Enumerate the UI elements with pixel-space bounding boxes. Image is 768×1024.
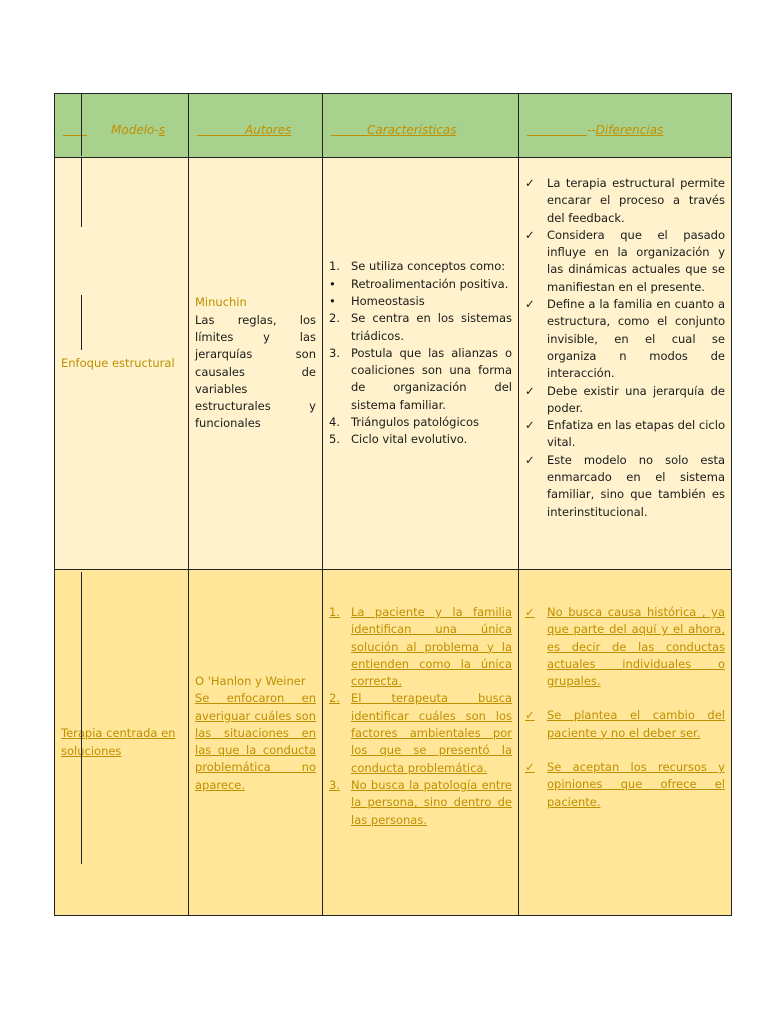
list-item-text: Se plantea el cambio del paciente y no el deber ser. [547, 708, 725, 740]
differences-list [519, 158, 731, 521]
list-item [525, 452, 725, 521]
list-item-text: Este modelo no solo esta enmarcado en el sistema familiar, sino que también es interinstitucional. [547, 452, 725, 519]
list-item [329, 293, 512, 310]
list-item [525, 227, 725, 296]
list-marker: 1. [329, 259, 340, 274]
row-structural [55, 158, 732, 570]
list-marker: 3. [329, 345, 340, 360]
list-item-text: Se aceptan los recursos y opiniones que ofrece el paciente. [547, 760, 725, 809]
list-item [329, 276, 512, 293]
checkmark-icon: ✓ [525, 383, 535, 398]
model-name: Terapia centrada en soluciones [61, 726, 176, 758]
author-description: Se enfocaron en averiguar cuáles son las situaciones en las que la conducta problemática no aparece. [195, 691, 316, 792]
list-item [525, 707, 725, 742]
row-solutions [55, 570, 732, 916]
header-differences-cell: --Diferencias [519, 94, 732, 158]
list-item [329, 777, 512, 829]
list-item [329, 310, 512, 345]
characteristics-list [323, 258, 518, 448]
author-name: O 'Hanlon y Weiner [195, 673, 306, 688]
list-item-text: Retroalimentación positiva. [351, 276, 509, 291]
list-item-text: El terapeuta busca identificar cuáles son los factores ambientales por los que se presentó la conducta problemática. [351, 691, 512, 775]
comparison-table [54, 93, 732, 916]
column-rule [81, 572, 82, 864]
list-marker: • [329, 293, 336, 308]
list-item-text: Homeostasis [351, 293, 425, 308]
author-name: Minuchin [195, 295, 247, 310]
checkmark-icon: ✓ [525, 176, 535, 190]
list-marker: 4. [329, 415, 340, 430]
checkmark-icon: ✓ [525, 452, 535, 467]
checkmark-icon: ✓ [525, 605, 535, 619]
list-item-text: La paciente y la familia identifican una única solución al problema y la entienden como la única correcta. [351, 605, 512, 689]
list-item [329, 690, 512, 776]
list-item-text: Define a la familia en cuanto a estructura, como el conjunto invisible, en el cual se organiza n modos de interacción. [547, 297, 725, 381]
list-marker: 1. [329, 605, 340, 619]
checkmark-icon: ✓ [525, 297, 535, 312]
checkmark-icon: ✓ [525, 760, 535, 775]
list-item-text: Ciclo vital evolutivo. [351, 432, 468, 447]
header-authors: Autores [245, 122, 292, 137]
header-differences: Diferencias [595, 122, 664, 137]
column-rule [81, 157, 82, 227]
list-item [329, 258, 512, 275]
list-item-text: Triángulos patológicos [351, 415, 480, 430]
list-item [329, 345, 512, 414]
list-marker: • [329, 276, 336, 291]
list-marker: 2. [329, 311, 340, 326]
list-item [525, 296, 725, 382]
differences-list [519, 570, 731, 811]
list-item [525, 417, 725, 452]
list-item-text: La terapia estructural permite encarar el proceso a través del feedback. [547, 176, 725, 225]
list-item-text: Postula que las alianzas o coaliciones son una forma de organización del sistema familiar. [351, 345, 512, 412]
list-item-text: No busca la patología entre la persona, sino dentro de las personas. [351, 777, 512, 827]
list-item [525, 383, 725, 418]
header-models: Modelo [111, 122, 155, 137]
list-item [525, 175, 725, 227]
header-characteristics: Características [367, 122, 457, 137]
author-description: Las reglas, los límites y las jerarquías son causales de variables estructurales y funcionales [195, 312, 316, 431]
list-marker: 2. [329, 691, 340, 706]
checkmark-icon: ✓ [525, 708, 535, 723]
header-authors-cell [189, 94, 323, 158]
characteristics-cell-solutions [323, 570, 519, 916]
model-cell-structural [55, 158, 189, 570]
model-cell-solutions [55, 570, 189, 916]
characteristics-list [323, 570, 518, 829]
list-item-text: No busca causa histórica , ya que parte del aquí y el ahora, es decir de las conductas actuales individuales o grupales. [547, 605, 725, 689]
author-cell-solutions [189, 570, 323, 916]
characteristics-cell-structural [323, 158, 519, 570]
column-rule [81, 295, 82, 350]
header-models-suffix: s [158, 122, 165, 137]
differences-cell-structural [519, 158, 732, 570]
model-name: Enfoque estructural [61, 355, 175, 370]
checkmark-icon: ✓ [525, 418, 535, 433]
list-item [329, 431, 512, 448]
header-row [55, 94, 732, 158]
list-item [329, 414, 512, 431]
list-marker: 5. [329, 432, 340, 447]
list-marker: 3. [329, 777, 340, 792]
list-item-text: Debe existir una jerarquía de poder. [547, 383, 725, 415]
author-cell-structural [189, 158, 323, 570]
differences-cell-solutions [519, 570, 732, 916]
column-rule [81, 93, 82, 156]
list-item-text: Se utiliza conceptos como: [351, 259, 506, 274]
header-models-cell: Modelo-s [55, 94, 189, 158]
list-item [329, 604, 512, 690]
list-item-text: Se centra en los sistemas triádicos. [351, 311, 512, 343]
list-item [525, 759, 725, 811]
header-characteristics-cell [323, 94, 519, 158]
checkmark-icon: ✓ [525, 227, 535, 242]
list-item [525, 604, 725, 690]
list-item-text: Enfatiza en las etapas del ciclo vital. [547, 418, 725, 450]
list-item-text: Considera que el pasado influye en la organización y las dinámicas actuales que se manifiestan en el presente. [547, 227, 725, 294]
